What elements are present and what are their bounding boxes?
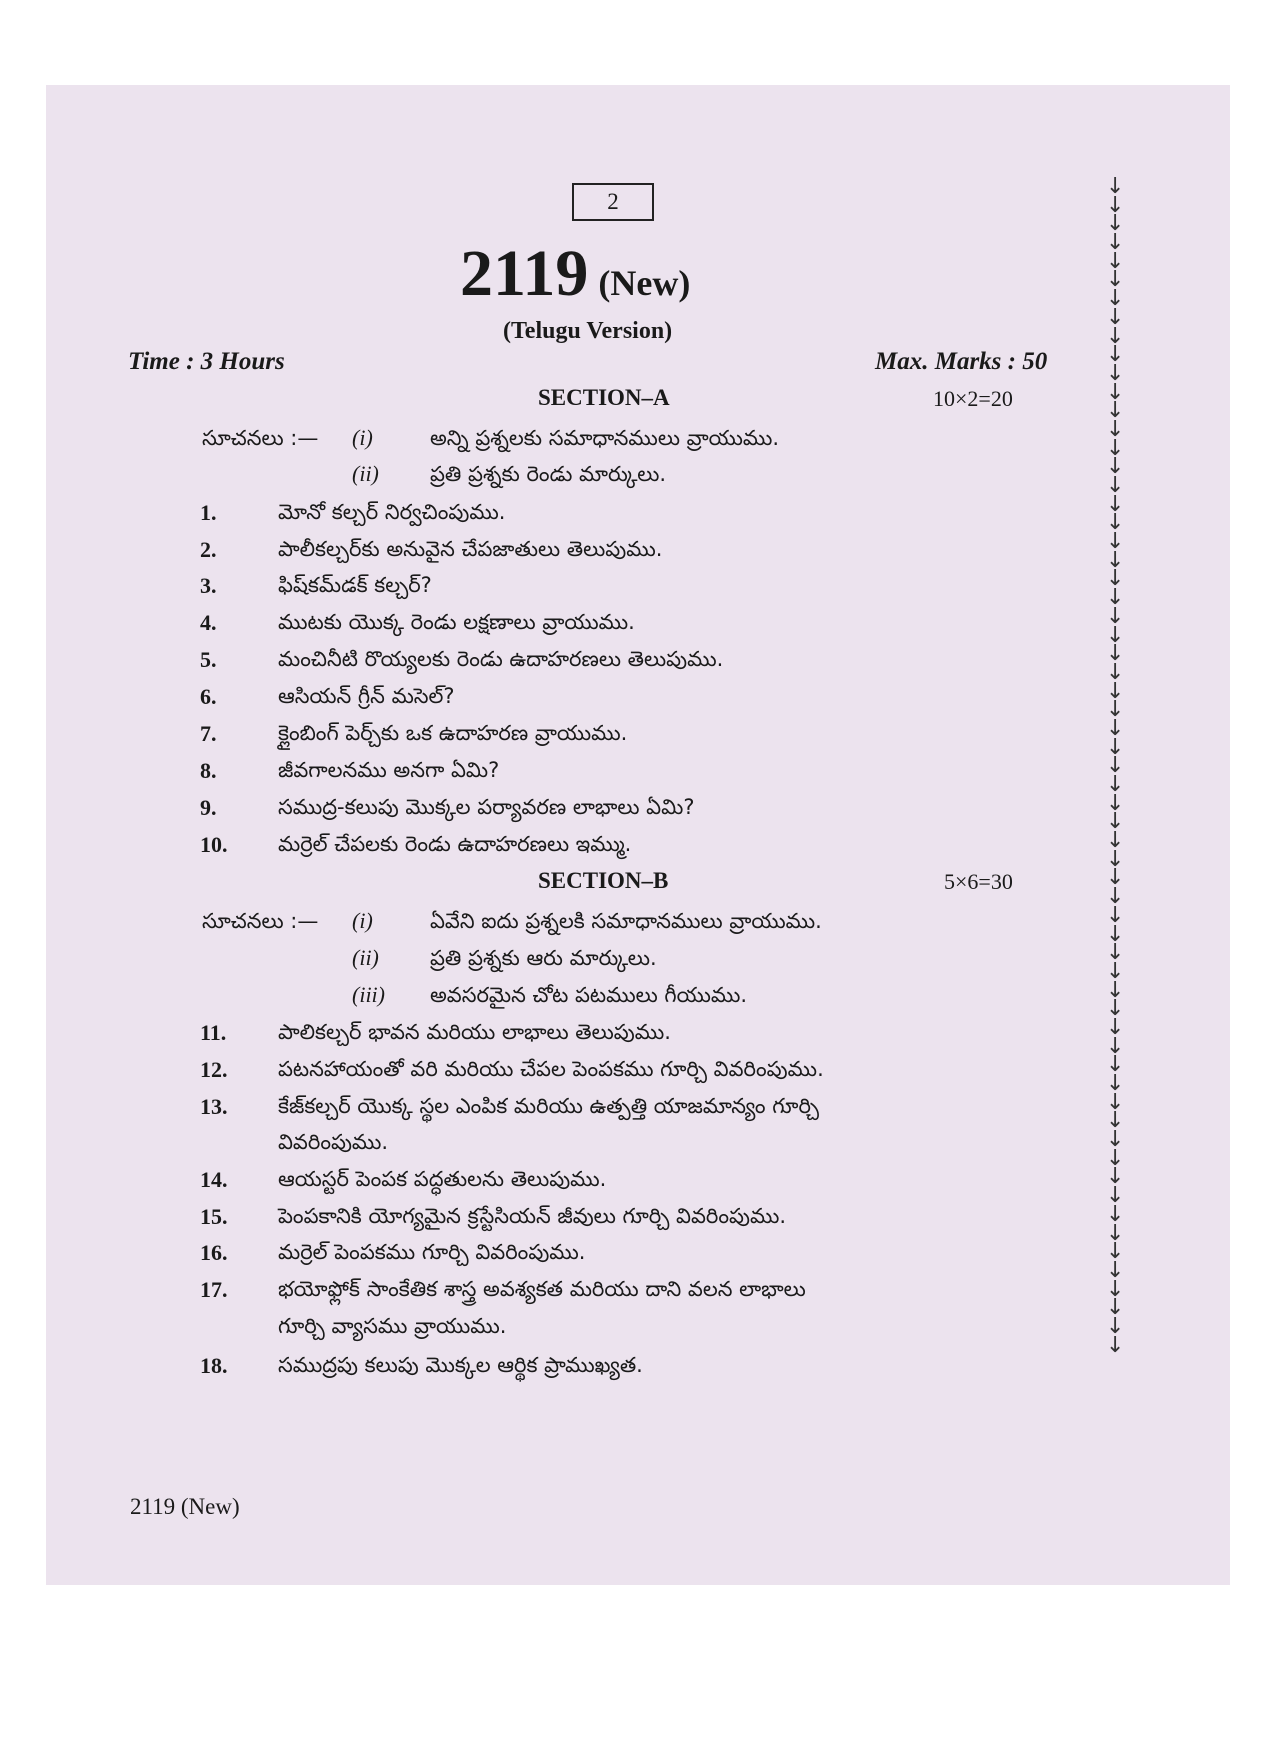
question-number: 16. [200,1240,228,1265]
down-arrow-icon: ↓ [1106,1164,1125,1190]
down-arrow-icon: ↓ [1106,958,1125,984]
down-arrow-icon: ↓ [1106,828,1125,854]
margin-arrow-column [1106,174,1126,1358]
paper-code: 2119 [460,237,589,310]
down-arrow-icon: ↓ [1106,304,1125,330]
down-arrow-icon: ↓ [1106,547,1125,573]
down-arrow-icon: ↓ [1106,286,1125,312]
question-text: మోనో కల్చర్ నిర్వచింపుము. [278,500,506,524]
down-arrow-icon: ↓ [1106,454,1125,480]
down-arrow-icon: ↓ [1106,622,1125,648]
question-text: సముద్రపు కలుపు మొక్కల ఆర్థిక ప్రాముఖ్యత. [278,1353,643,1377]
question-number: 8. [200,758,217,783]
down-arrow-icon: ↓ [1106,940,1125,966]
down-arrow-icon: ↓ [1106,360,1125,386]
down-arrow-icon: ↓ [1106,585,1125,611]
section-b-instruction-2: ప్రతి ప్రశ్నకు ఆరు మార్కులు. [430,946,657,970]
question-text-continued: వివరింపుము. [278,1130,389,1154]
question-text: పాలికల్చర్ భావన మరియు లాభాలు తెలుపుము. [278,1020,671,1044]
max-marks-label: Max. Marks : 50 [875,348,1048,375]
down-arrow-icon: ↓ [1106,1239,1125,1265]
question-number: 7. [200,721,217,746]
down-arrow-icon: ↓ [1106,846,1125,872]
down-arrow-icon: ↓ [1106,977,1125,1003]
question-text: మర్రెల్ పెంపకము గూర్చి వివరింపుము. [278,1240,586,1264]
section-b-marks: 5×6=30 [944,869,1013,894]
down-arrow-icon: ↓ [1106,1257,1125,1283]
section-b-instruction-3-roman: (iii) [352,982,385,1007]
down-arrow-icon: ↓ [1106,379,1125,405]
section-a-instruction-1: అన్ని ప్రశ్నలకు సమాధానములు వ్రాయుము. [430,426,780,450]
down-arrow-icon: ↓ [1106,1033,1125,1059]
question-number: 9. [200,795,217,820]
question-text: పాలీకల్చర్‌కు అనువైన చేపజాతులు తెలుపుము. [278,537,663,561]
down-arrow-icon: ↓ [1106,1089,1125,1115]
question-text-continued: గూర్చి వ్యాసము వ్రాయుము. [278,1314,507,1338]
down-arrow-icon: ↓ [1106,734,1125,760]
version-label: (Telugu Version) [503,318,673,344]
down-arrow-icon: ↓ [1106,174,1125,199]
section-a-title: SECTION–A [538,385,670,410]
question-number: 6. [200,684,217,709]
section-a-instruction-1-roman: (i) [352,425,373,450]
down-arrow-icon: ↓ [1106,435,1125,461]
down-arrow-icon: ↓ [1106,566,1125,592]
question-text: ఆయస్టర్ పెంపక పద్ధతులను తెలుపుము. [278,1167,607,1191]
down-arrow-icon: ↓ [1106,1276,1125,1302]
time-label: Time : 3 Hours [128,348,285,375]
down-arrow-icon: ↓ [1106,267,1125,293]
down-arrow-icon: ↓ [1106,603,1125,629]
down-arrow-icon: ↓ [1106,641,1125,667]
footer-paper-code: 2119 (New) [130,1494,240,1519]
paper-code-heading [460,236,690,312]
question-number: 15. [200,1204,228,1229]
down-arrow-icon: ↓ [1106,921,1125,947]
down-arrow-icon: ↓ [1106,715,1125,741]
down-arrow-icon: ↓ [1106,772,1125,797]
down-arrow-icon: ↓ [1106,659,1125,685]
question-number: 18. [200,1353,228,1378]
question-number: 17. [200,1277,228,1302]
down-arrow-icon: ↓ [1106,1201,1125,1227]
question-text: పటనహాయంతో వరి మరియు చేపల పెంపకము గూర్చి వివరింపుము. [278,1057,824,1081]
down-arrow-icon: ↓ [1106,230,1125,256]
down-arrow-icon: ↓ [1106,1332,1125,1358]
down-arrow-icon: ↓ [1106,510,1125,536]
section-b-instruction-label: సూచనలు :— [202,909,319,933]
question-number: 12. [200,1057,228,1082]
down-arrow-icon: ↓ [1106,1014,1125,1040]
down-arrow-icon: ↓ [1106,491,1125,517]
question-number: 3. [200,573,217,598]
down-arrow-icon: ↓ [1106,884,1125,910]
question-text: ఆసియన్ గ్రీన్ మసెల్? [278,684,455,708]
section-b-instruction-1-roman: (i) [352,908,373,933]
question-number: 11. [200,1020,227,1045]
down-arrow-icon: ↓ [1106,398,1125,424]
question-text: ముటకు యొక్క రెండు లక్షణాలు వ్రాయుము. [278,610,635,634]
down-arrow-icon: ↓ [1106,1052,1125,1078]
question-text: పెంపకానికి యోగ్యమైన క్రస్టేసియన్ జీవులు గూర్చి వివరింపుము. [278,1204,787,1228]
question-text: జీవగాలనము అనగా ఏమి? [278,758,500,782]
down-arrow-icon: ↓ [1106,1313,1125,1339]
section-a-marks: 10×2=20 [933,386,1013,411]
section-b-title: SECTION–B [538,868,669,893]
question-number: 1. [200,500,217,525]
question-text: సముద్ర-కలుపు మొక్కల పర్యావరణ లాభాలు ఏమి? [278,795,695,819]
down-arrow-icon: ↓ [1106,809,1125,835]
section-b-instruction-3: అవసరమైన చోట పటములు గీయుము. [430,983,748,1007]
question-number: 5. [200,647,217,672]
down-arrow-icon: ↓ [1106,678,1125,704]
down-arrow-icon: ↓ [1106,1145,1125,1171]
down-arrow-icon: ↓ [1106,211,1125,237]
down-arrow-icon: ↓ [1106,996,1125,1022]
down-arrow-icon: ↓ [1106,529,1125,555]
question-text: మర్రెల్ చేపలకు రెండు ఉదాహరణలు ఇమ్ము. [278,832,632,856]
down-arrow-icon: ↓ [1106,1183,1125,1209]
down-arrow-icon: ↓ [1106,1127,1125,1153]
down-arrow-icon: ↓ [1106,790,1125,816]
question-text: ఫిష్‌కమ్‌డక్ కల్చర్? [278,573,432,597]
question-text: మంచినీటి రొయ్యలకు రెండు ఉదాహరణలు తెలుపుము. [278,647,724,671]
section-a-instruction-2: ప్రతి ప్రశ్నకు రెండు మార్కులు. [430,462,667,486]
question-number: 13. [200,1094,228,1119]
question-text: క్లైంబింగ్ పెర్చ్‌కు ఒక ఉదాహరణ వ్రాయుము. [278,721,628,745]
down-arrow-icon: ↓ [1106,1108,1125,1134]
down-arrow-icon: ↓ [1106,248,1125,274]
question-number: 10. [200,832,228,857]
question-number: 4. [200,610,217,635]
paper-code-suffix: (New) [598,263,691,303]
page-number: 2 [572,183,654,221]
question-text: కేజ్‌కల్చర్ యొక్క స్థల ఎంపిక మరియు ఉత్పత్తి యాజమాన్యం గూర్చి [278,1094,820,1118]
down-arrow-icon: ↓ [1106,192,1125,218]
section-b-instruction-1: ఏవేని ఐదు ప్రశ్నలకి సమాధానములు వ్రాయుము. [430,909,822,933]
down-arrow-icon: ↓ [1106,416,1125,442]
down-arrow-icon: ↓ [1106,865,1125,891]
down-arrow-icon: ↓ [1106,1295,1125,1321]
down-arrow-icon: ↓ [1106,323,1125,349]
question-number: 2. [200,537,217,562]
question-text: భయోఫ్లోక్ సాంకేతిక శాస్త్ర అవశ్యకత మరియు దాని వలన లాభాలు [278,1277,806,1301]
section-a-instruction-2-roman: (ii) [352,461,379,486]
down-arrow-icon: ↓ [1106,753,1125,779]
down-arrow-icon: ↓ [1106,473,1125,498]
section-b-instruction-2-roman: (ii) [352,945,379,970]
down-arrow-icon: ↓ [1106,1071,1125,1096]
down-arrow-icon: ↓ [1106,1220,1125,1246]
question-number: 14. [200,1167,228,1192]
section-a-instruction-label: సూచనలు :— [202,426,319,450]
down-arrow-icon: ↓ [1106,342,1125,368]
down-arrow-icon: ↓ [1106,697,1125,723]
down-arrow-icon: ↓ [1106,902,1125,928]
